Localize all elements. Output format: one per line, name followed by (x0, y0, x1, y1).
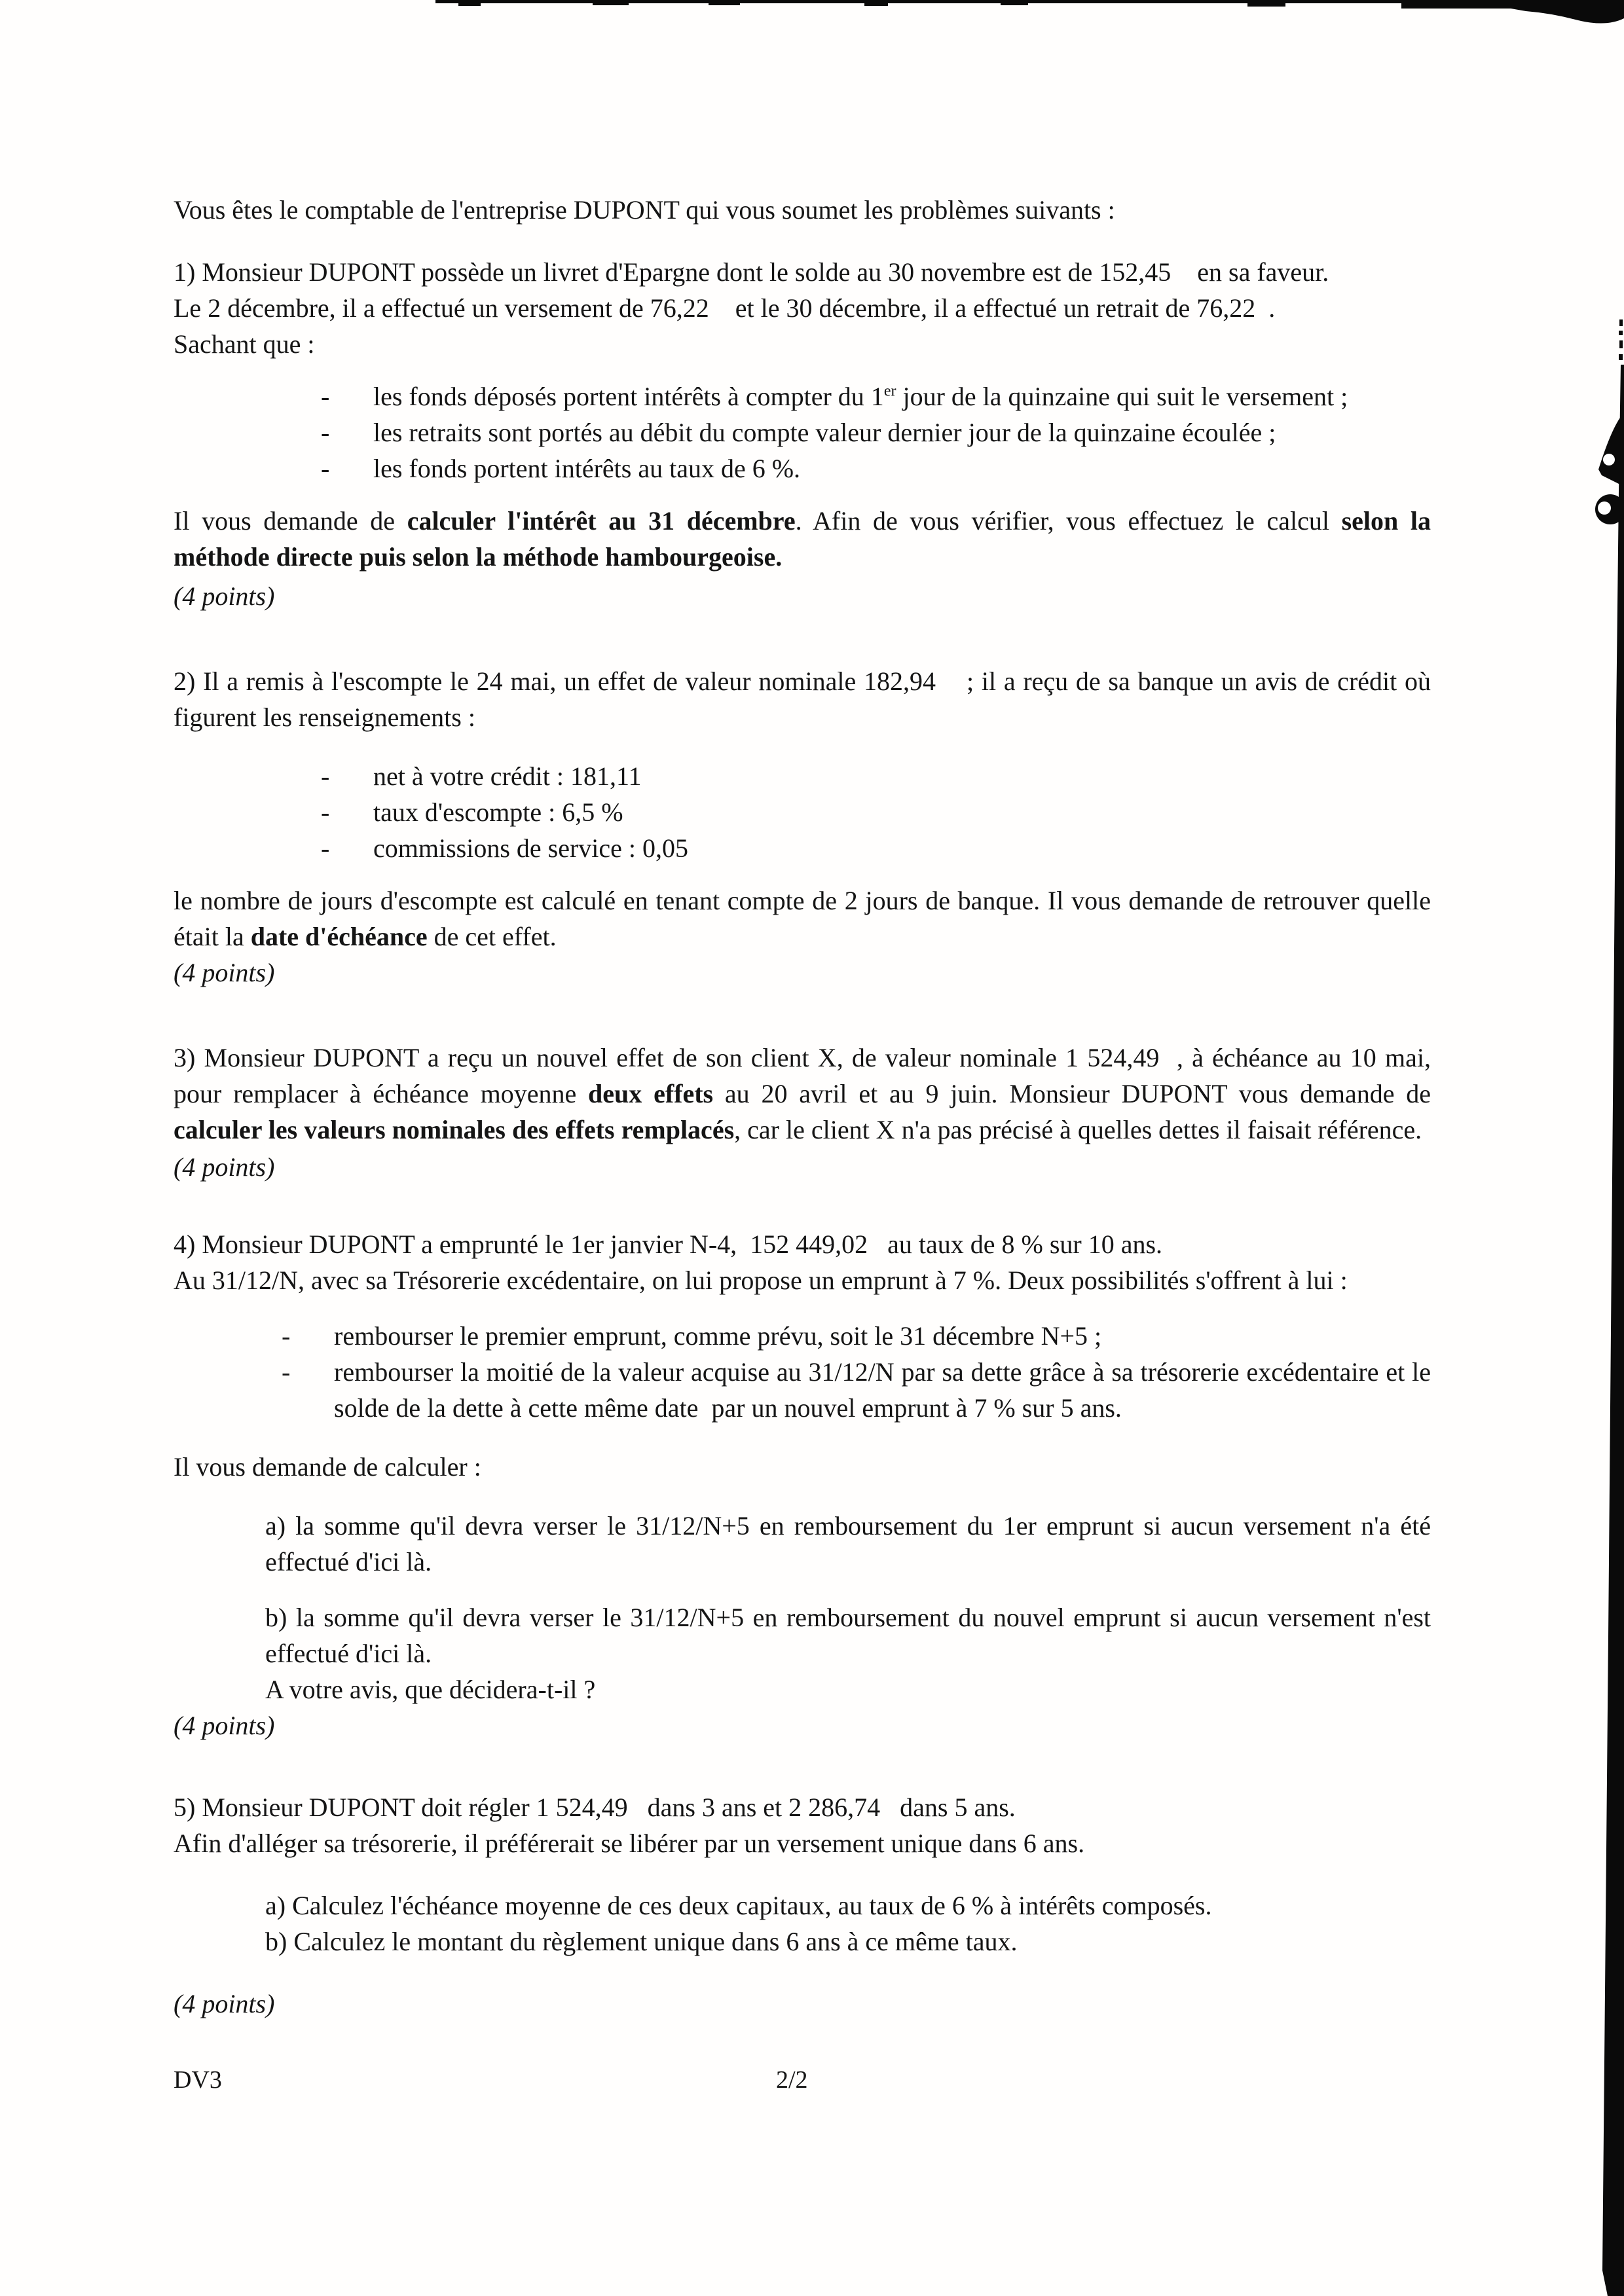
bullet-dash: - (321, 797, 330, 827)
bullet-dash: - (321, 382, 330, 411)
list-item (321, 450, 1431, 486)
problem-4-points: (4 points) (174, 1711, 275, 1740)
problem-5-item-b: b) Calculez le montant du règlement unique dans 6 ans à ce même taux. (265, 1927, 1018, 1956)
problem-1-points: (4 points) (174, 581, 275, 611)
bold-two-bills-phrase: deux effets (588, 1079, 714, 1108)
problem-5-line-1: 5) Monsieur DUPONT doit régler 1 524,49 dans 3 ans et 2 286,74 dans 5 ans. (174, 1793, 1016, 1822)
bullet-text: les retraits sont portés au débit du compte valeur dernier jour de la quinzaine écoulée ; (373, 418, 1276, 447)
problem-1-bullet-list (321, 378, 1431, 486)
list-item (321, 414, 1431, 450)
superscript-er: er (883, 382, 896, 400)
bold-nominal-values-phrase: calculer les valeurs nominales des effets remplacés (174, 1115, 735, 1144)
problem-4-item-b (265, 1599, 1431, 1707)
list-item (321, 378, 1431, 414)
problem-1-line-2: Le 2 décembre, il a effectué un versement de 76,22 et le 30 décembre, il a effectué un retrait de 76,22 . (174, 293, 1276, 323)
problem-2-bullet-list (321, 758, 1431, 866)
list-item (321, 830, 1431, 866)
problem-1-task: Il vous demande de calculer l'intérêt au 31 décembre. Afin de vous vérifier, vous effectuez le calcul selon la méthode directe puis selon la méthode hambourgeoise. (174, 506, 1431, 572)
problem-4-item-b-text: b) la somme qu'il devra verser le 31/12/N+5 en remboursement du nouvel emprunt si aucun versement n'est effectué d'ici là. (265, 1603, 1431, 1668)
intro-paragraph: Vous êtes le comptable de l'entreprise DUPONT qui vous soumet les problèmes suivants : (174, 195, 1115, 225)
problem-4-line-1: 4) Monsieur DUPONT a emprunté le 1er janvier N-4, 152 449,02 au taux de 8 % sur 10 ans. (174, 1230, 1163, 1259)
problem-4-calc-intro: Il vous demande de calculer : (174, 1452, 481, 1482)
problem-2-points: (4 points) (174, 958, 275, 987)
bullet-text: rembourser la moitié de la valeur acquise au 31/12/N par sa dette grâce à sa trésorerie excédentaire et le solde de la dette à cette même date par un nouvel emprunt à 7 % sur 5 ans. (334, 1357, 1431, 1423)
bullet-dash: - (321, 454, 330, 483)
bullet-dash: - (282, 1321, 291, 1351)
bullet-text: commissions de service : 0,05 (373, 833, 689, 863)
bold-task-phrase: calculer l'intérêt au 31 décembre (407, 506, 796, 536)
problem-3-points: (4 points) (174, 1152, 275, 1182)
document-code: DV3 (174, 2066, 222, 2094)
bold-due-date-phrase: date d'échéance (250, 922, 428, 951)
page-footer (174, 2062, 1431, 2098)
bullet-dash: - (321, 761, 330, 791)
problem-1-statement (174, 254, 1431, 362)
problem-2-statement: 2) Il a remis à l'escompte le 24 mai, un effet de valeur nominale 182,94 ; il a reçu de sa banque un avis de crédit où figurent les renseignements : (174, 666, 1431, 732)
bullet-dash: - (321, 833, 330, 863)
problem-5-points: (4 points) (174, 1989, 275, 2018)
problem-4-item-a: a) la somme qu'il devra verser le 31/12/N+5 en remboursement du 1er emprunt si aucun versement n'a été effectué d'ici là. (265, 1511, 1431, 1576)
problem-5-items (265, 1887, 1431, 1959)
problem-4-bullet-list (282, 1318, 1431, 1426)
list-item (282, 1354, 1431, 1426)
problem-1-line-1: 1) Monsieur DUPONT possède un livret d'Epargne dont le solde au 30 novembre est de 152,45 en sa faveur. (174, 257, 1329, 287)
problem-2-task: le nombre de jours d'escompte est calculé en tenant compte de 2 jours de banque. Il vous demande de retrouver quelle était la date d'échéance de cet effet. (174, 886, 1431, 951)
bullet-text: net à votre crédit : 181,11 (373, 761, 642, 791)
problem-3-statement: 3) Monsieur DUPONT a reçu un nouvel effet de son client X, de valeur nominale 1 524,49 , à échéance au 10 mai, pour remplacer à échéance moyenne deux effets au 20 avril et au 9 juin. Monsieur DUPONT vous demande de calculer les valeurs nominales des effets remplacés, car le client X n'a pas précisé à quelles dettes il faisait référence. (174, 1043, 1431, 1144)
problem-5-item-a: a) Calculez l'échéance moyenne de ces deux capitaux, au taux de 6 % à intérêts composés. (265, 1891, 1212, 1920)
bold-method-phrase: selon la méthode directe puis selon la méthode hambourgeoise. (174, 506, 1431, 572)
problem-1-line-3: Sachant que : (174, 329, 315, 359)
problem-4-item-b-question: A votre avis, que décidera-t-il ? (265, 1675, 596, 1704)
list-item (282, 1318, 1431, 1354)
page-number: 2/2 (776, 2066, 808, 2094)
list-item (321, 794, 1431, 830)
problem-5-line-2: Afin d'alléger sa trésorerie, il préférerait se libérer par un versement unique dans 6 ans. (174, 1829, 1085, 1858)
problem-4-line-2: Au 31/12/N, avec sa Trésorerie excédentaire, on lui propose un emprunt à 7 %. Deux possibilités s'offrent à lui : (174, 1266, 1348, 1295)
bullet-text: les fonds portent intérêts au taux de 6 %. (373, 454, 801, 483)
bullet-dash: - (321, 418, 330, 447)
bullet-text: rembourser le premier emprunt, comme prévu, soit le 31 décembre N+5 ; (334, 1321, 1102, 1351)
problem-5-statement (174, 1789, 1431, 1861)
list-item (321, 758, 1431, 794)
bullet-text: taux d'escompte : 6,5 % (373, 797, 623, 827)
problem-4-statement (174, 1226, 1431, 1298)
bullet-text: les fonds déposés portent intérêts à compter du 1er jour de la quinzaine qui suit le versement ; (373, 382, 1348, 411)
bullet-dash: - (282, 1357, 291, 1387)
